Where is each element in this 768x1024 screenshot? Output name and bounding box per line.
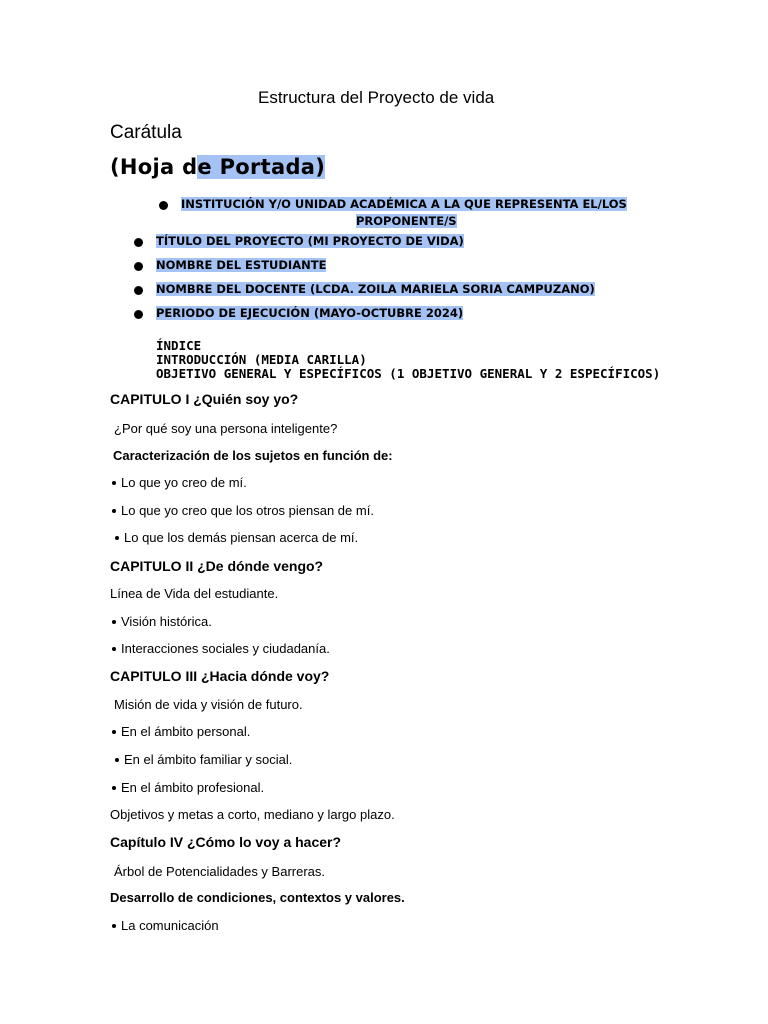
- list-item: En el ámbito familiar y social.: [115, 752, 292, 767]
- bullet-icon: [112, 647, 116, 651]
- cover-item-institucion: INSTITUCIÓN Y/O UNIDAD ACADÉMICA A LA QUE REPRESENTA EL/LOS: [181, 197, 627, 211]
- bullet-icon: [115, 758, 119, 762]
- caratula-heading: Carátula: [110, 122, 182, 143]
- index-line-introduccion: INTRODUCCIÓN (MEDIA CARILLA): [156, 352, 367, 367]
- list-item: Lo que yo creo de mí.: [112, 475, 247, 490]
- chapter-3-intro: Misión de vida y visión de futuro.: [114, 697, 303, 712]
- chapter-1-heading: CAPITULO I ¿Quién soy yo?: [110, 391, 299, 407]
- cover-item-titulo: TÍTULO DEL PROYECTO (MI PROYECTO DE VIDA): [156, 234, 464, 248]
- cover-item-proponente: PROPONENTE/S: [356, 214, 457, 228]
- bullet-icon: [134, 286, 143, 295]
- bullet-icon: [134, 262, 143, 271]
- chapter-3-outro: Objetivos y metas a corto, mediano y largo plazo.: [110, 807, 395, 822]
- chapter-4-intro: Árbol de Potencialidades y Barreras.: [114, 864, 326, 879]
- index-line-indice: ÍNDICE: [156, 338, 202, 353]
- index-line-objetivos: OBJETIVO GENERAL Y ESPECÍFICOS (1 OBJETIVO GENERAL Y 2 ESPECÍFICOS): [156, 366, 661, 381]
- bullet-icon: [159, 201, 168, 210]
- list-item: Lo que los demás piensan acerca de mí.: [115, 530, 358, 545]
- cover-item-estudiante: NOMBRE DEL ESTUDIANTE: [156, 258, 327, 272]
- list-item: Visión histórica.: [112, 614, 212, 629]
- list-item: En el ámbito personal.: [112, 724, 250, 739]
- cover-item-docente: NOMBRE DEL DOCENTE (LCDA. ZOILA MARIELA SORIA CAMPUZANO): [156, 282, 595, 296]
- hoja-portada-heading: [110, 155, 325, 179]
- chapter-3-heading: CAPITULO III ¿Hacia dónde voy?: [110, 668, 330, 684]
- bullet-icon: [112, 620, 116, 624]
- bullet-icon: [112, 924, 116, 928]
- chapter-4-heading: Capítulo IV ¿Cómo lo voy a hacer?: [110, 834, 342, 850]
- list-item: Interacciones sociales y ciudadanía.: [112, 641, 330, 656]
- bullet-icon: [134, 238, 143, 247]
- list-item: En el ámbito profesional.: [112, 780, 264, 795]
- hoja-portada-text-part1: (Hoja d: [110, 155, 198, 179]
- hoja-portada-text-part2: e Portada): [197, 155, 326, 179]
- document-title: Estructura del Proyecto de vida: [258, 88, 495, 107]
- bullet-icon: [134, 310, 143, 319]
- bullet-icon: [112, 481, 116, 485]
- chapter-4-subheading: Desarrollo de condiciones, contextos y valores.: [110, 890, 405, 905]
- chapter-2-intro: Línea de Vida del estudiante.: [110, 586, 279, 601]
- list-item: Lo que yo creo que los otros piensan de mí.: [112, 503, 374, 518]
- chapter-1-subheading: Caracterización de los sujetos en función de:: [113, 448, 393, 463]
- cover-item-periodo: PERIODO DE EJECUCIÓN (MAYO-OCTUBRE 2024): [156, 306, 464, 320]
- chapter-1-question: ¿Por qué soy una persona inteligente?: [114, 421, 338, 436]
- bullet-icon: [112, 509, 116, 513]
- bullet-icon: [112, 730, 116, 734]
- bullet-icon: [115, 536, 119, 540]
- list-item: La comunicación: [112, 918, 219, 933]
- bullet-icon: [112, 786, 116, 790]
- chapter-2-heading: CAPITULO II ¿De dónde vengo?: [110, 558, 324, 574]
